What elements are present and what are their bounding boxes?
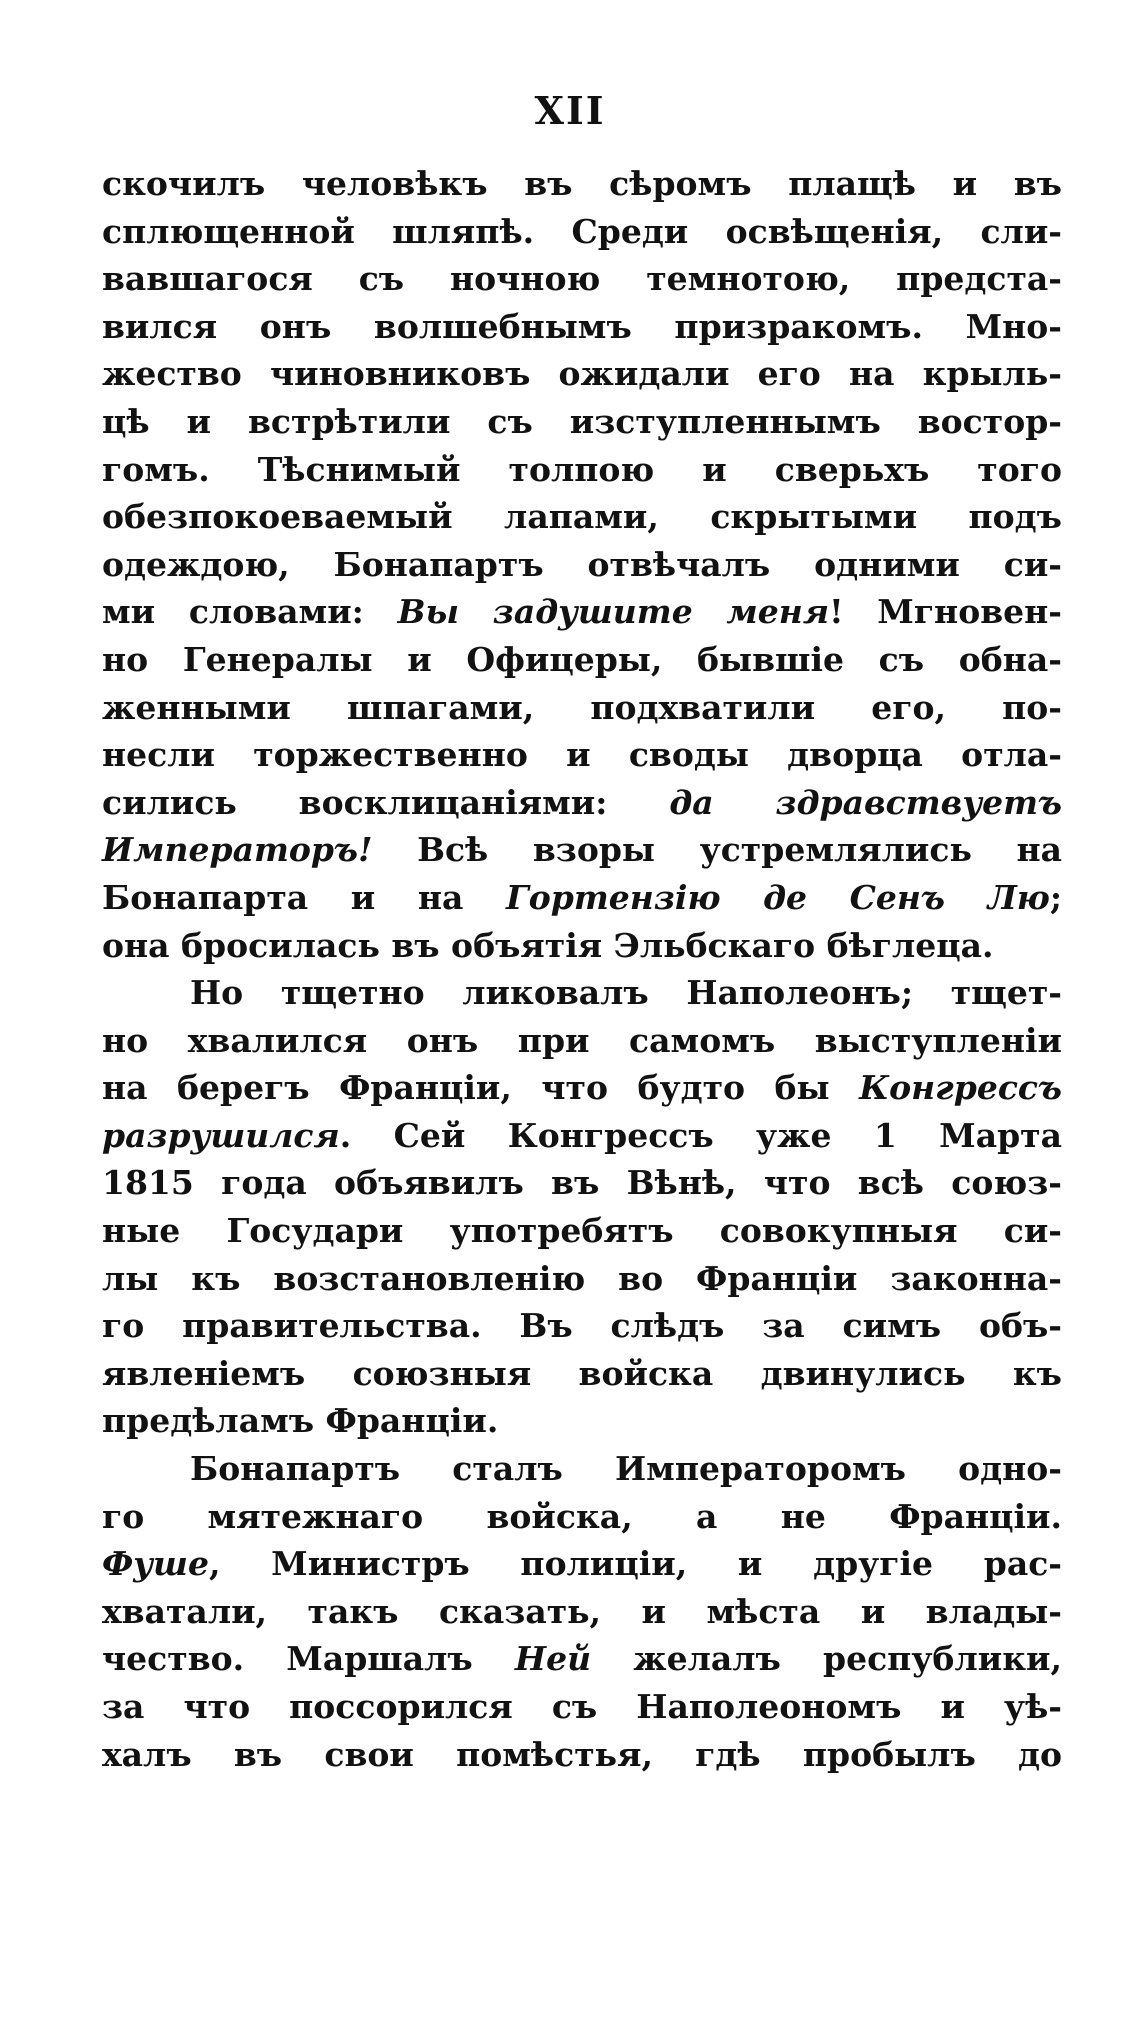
text-line xyxy=(102,1112,1062,1160)
text-line xyxy=(102,779,1062,827)
text-segment: вавшагося съ ночною темнотою, предста- xyxy=(102,259,1062,299)
text-line xyxy=(102,636,1062,684)
text-line xyxy=(102,1255,1062,1303)
italic-text: Императоръ! xyxy=(102,830,373,870)
text-segment: сплющенной шляпѣ. Среди освѣщенія, сли- xyxy=(102,211,1062,251)
text-segment: несли торжественно и своды дворца отла- xyxy=(102,735,1062,775)
text-line xyxy=(102,1493,1062,1541)
text-line xyxy=(102,826,1062,874)
text-segment: одеждою, Бонапартъ отвѣчалъ одними си- xyxy=(102,544,1062,584)
text-line xyxy=(102,255,1062,303)
text-line xyxy=(102,160,1062,208)
page-number: XII xyxy=(534,88,606,133)
text-line xyxy=(102,493,1062,541)
text-segment: , Министръ полиціи, и другіе рас- xyxy=(208,1544,1062,1584)
text-line xyxy=(102,1445,1062,1493)
text-segment: 1815 года объявилъ въ Вѣнѣ, что всѣ союз- xyxy=(102,1163,1062,1203)
text-segment: ; xyxy=(1049,877,1062,917)
text-segment: Бонапарта и на xyxy=(102,877,507,917)
text-segment: но Генералы и Офицеры, бывшіе съ обна- xyxy=(102,639,1062,679)
text-segment: скочилъ человѣкъ въ сѣромъ плащѣ и въ xyxy=(102,164,1062,203)
text-line xyxy=(102,1635,1062,1683)
text-line xyxy=(102,922,1062,970)
text-segment: цѣ и встрѣтили съ изступленнымъ востор- xyxy=(102,401,1062,441)
text-segment: желалъ республики, xyxy=(591,1639,1062,1679)
italic-text: Гортензію де Сенъ Лю xyxy=(506,877,1050,917)
text-segment: женными шпагами, подхватили его, по- xyxy=(102,687,1062,727)
text-line xyxy=(102,1588,1062,1636)
text-line xyxy=(102,1207,1062,1255)
text-line xyxy=(102,303,1062,351)
text-segment: хватали, такъ сказать, и мѣста и влады- xyxy=(102,1591,1062,1631)
text-line xyxy=(102,1017,1062,1065)
text-segment: ные Государи употребятъ совокупныя си- xyxy=(102,1211,1062,1251)
text-segment: ми словами: xyxy=(102,592,398,632)
text-segment: гомъ. Тѣснимый толпою и сверьхъ того xyxy=(102,449,1062,489)
text-line xyxy=(102,1683,1062,1731)
text-segment: вился онъ волшебнымъ призракомъ. Мно- xyxy=(102,306,1062,346)
text-line xyxy=(102,208,1062,256)
text-segment: предѣламъ Франціи. xyxy=(102,1401,499,1441)
italic-text: разрушился xyxy=(102,1115,340,1155)
text-segment: Бонапартъ сталъ Императоромъ одно- xyxy=(190,1449,1062,1489)
text-segment: чество. Маршалъ xyxy=(102,1639,515,1679)
text-segment: Всѣ взоры устремлялись на xyxy=(372,830,1062,870)
text-segment: сились восклицаніями: xyxy=(102,782,670,822)
italic-text: Ней xyxy=(514,1639,592,1679)
text-line xyxy=(102,350,1062,398)
text-line xyxy=(102,969,1062,1017)
text-segment: она бросилась въ объятія Эльбскаго бѣглеца. xyxy=(102,925,994,965)
text-segment: халъ въ свои помѣстья, гдѣ пробылъ до xyxy=(102,1734,1062,1774)
text-line xyxy=(102,1302,1062,1350)
text-segment: . Сей Конгрессъ уже 1 Марта xyxy=(339,1115,1062,1155)
text-line xyxy=(102,1159,1062,1207)
text-segment: явленіемъ союзныя войска двинулись къ xyxy=(102,1353,1062,1393)
text-segment: за что поссорился съ Наполеономъ и уѣ- xyxy=(102,1687,1062,1726)
text-line xyxy=(102,731,1062,779)
text-segment: на берегъ Франціи, что будто бы xyxy=(102,1068,860,1108)
text-segment: лы къ возстановленію во Франціи законна- xyxy=(102,1258,1062,1298)
text-line xyxy=(102,1397,1062,1445)
body-text xyxy=(102,160,1062,1778)
italic-text: да здравствуетъ xyxy=(669,782,1062,822)
text-segment: ! Мгновен- xyxy=(829,592,1062,632)
text-line xyxy=(102,1064,1062,1112)
text-segment: но хвалился онъ при самомъ выступленіи xyxy=(102,1020,1062,1060)
italic-text: Вы задушите меня xyxy=(397,592,830,632)
text-line xyxy=(102,588,1062,636)
text-line xyxy=(102,1731,1062,1779)
text-line xyxy=(102,1350,1062,1398)
italic-text: Конгрессъ xyxy=(859,1068,1062,1108)
text-segment: обезпокоеваемый лапами, скрытыми подъ xyxy=(102,497,1062,537)
italic-text: Фуше xyxy=(102,1544,209,1584)
text-line xyxy=(102,684,1062,732)
text-line xyxy=(102,446,1062,494)
text-segment: го правительства. Въ слѣдъ за симъ объ- xyxy=(102,1306,1062,1346)
text-line xyxy=(102,398,1062,446)
text-segment: Но тщетно ликовалъ Наполеонъ; тщет- xyxy=(190,973,1062,1013)
text-segment: жество чиновниковъ ожидали его на крыль- xyxy=(102,354,1062,394)
text-line xyxy=(102,874,1062,922)
text-line xyxy=(102,541,1062,589)
text-line xyxy=(102,1540,1062,1588)
text-segment: го мятежнаго войска, а не Франціи. xyxy=(102,1496,1062,1536)
